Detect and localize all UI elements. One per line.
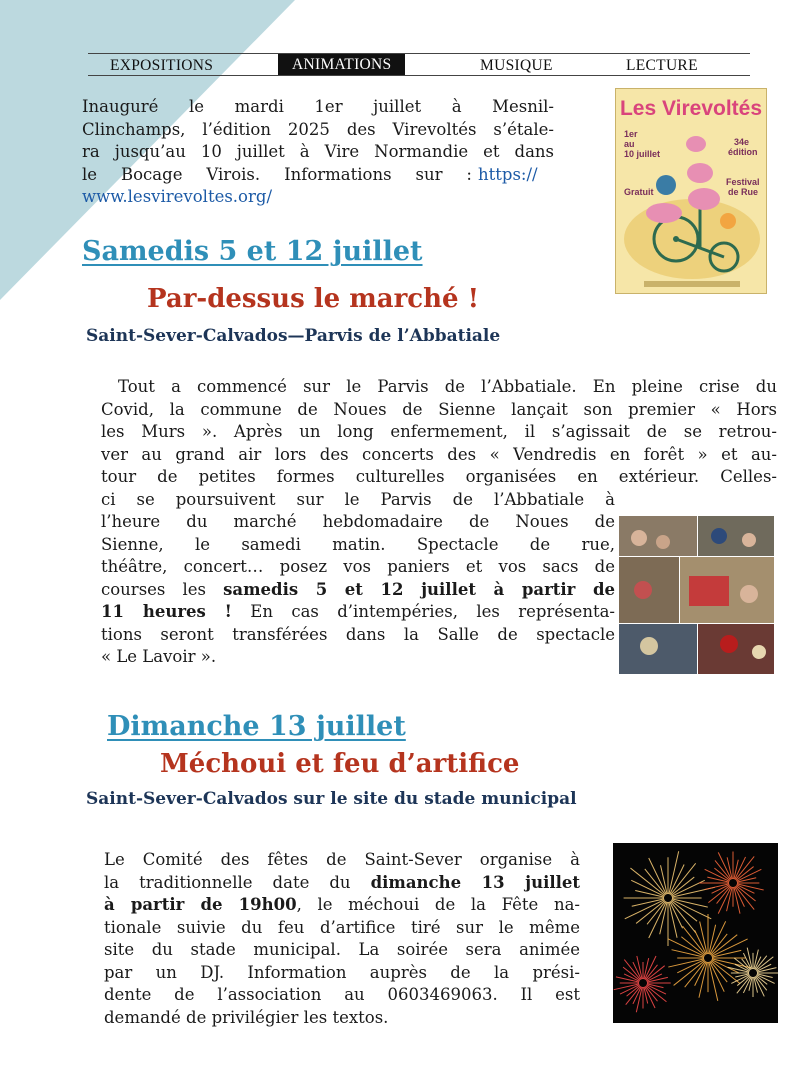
firework-spark [709,962,718,1001]
fireworks-image [613,843,778,1023]
event2-line-6: par un DJ. Information auprès de la prési- [104,962,580,982]
event2-line-5: site du stade municipal. La soirée sera animée [104,940,580,959]
firework-spark [712,939,748,956]
event1-line-2: Covid, la commune de Noues de Sienne lançait son premier « Hors [101,399,777,419]
firework-spark [649,858,667,894]
nav-expositions[interactable]: EXPOSITIONS [110,57,214,74]
firework-spark [668,939,704,956]
event2-line-7: dente de l’association au 0603469063. Il est [104,985,580,1004]
event1-line-6: ci se poursuivent sur le Parvis de l’Abbatiale à [101,489,615,509]
event1-line-10 [101,579,615,602]
event2-line-8: demandé de privilégier les textos. [104,1007,389,1027]
event2-line-2-text: la traditionnelle date du [104,872,371,892]
nav-animations[interactable]: ANIMATIONS [278,54,405,75]
event1-line-9: théâtre, concert… posez vos paniers et vos sacs de [101,557,615,576]
poster-edition-2: édition [728,147,758,157]
poster-title: Les Virevoltés [619,97,763,120]
event1-date: Samedis 5 et 12 juillet [82,236,423,267]
poster-dates-3: 10 juillet [624,149,661,159]
event1-line-11-text: En cas d’intempéries, les représenta- [231,602,615,621]
nav-lecture[interactable]: LECTURE [626,57,698,74]
market-photo-image [619,516,774,674]
event2-line-4: tionale suivie du feu d’artifice tiré sur le même [104,917,580,937]
event2-date: Dimanche 13 juillet [107,711,406,742]
event1-line-13: « Le Lavoir ». [101,647,217,666]
event2-line-1: Le Comité des fêtes de Saint-Sever organise à [104,850,580,869]
section-nav [88,53,750,76]
nav-musique[interactable]: MUSIQUE [480,57,553,74]
intro-line-3: ra jusqu’au 10 juillet à Vire Normandie et dans [82,142,554,161]
intro-line-2: Clinchamps, l’édition 2025 des Virevoltés s’étale- [82,119,554,139]
poster-dates-1: 1er [624,129,638,139]
event2-line-3 [104,894,580,917]
poster-free: Gratuit [624,187,654,197]
festival-poster [615,88,767,294]
event2-line-2 [104,872,580,895]
event1-line-10-bold: samedis 5 et 12 juillet à partir de [223,579,615,599]
event1-place: Saint-Sever-Calvados—Parvis de l’Abbatiale [86,326,501,346]
event1-line-11 [101,601,615,624]
poster-edition-1: 34e [734,137,750,147]
website-link-part1[interactable]: https:// [478,164,538,184]
website-link-part2[interactable]: www.lesvirevoltes.org/ [82,187,272,206]
event1-line-11-bold: 11 heures ! [101,602,232,621]
poster-festival-2: de Rue [728,187,759,197]
poster-festival-1: Festival [726,177,760,187]
intro-line-4: le Bocage Virois. Informations sur : [82,164,472,184]
event2-place: Saint-Sever-Calvados sur le site du stade municipal [86,789,577,809]
intro-line-1: Inauguré le mardi 1er juillet à Mesnil- [82,97,554,116]
event1-line-3: les Murs ». Après un long enfermement, il s’agissait de se retrou- [101,422,777,441]
market-photo [619,516,774,674]
event2-title: Méchoui et feu d’artifice [160,749,520,779]
event1-line-5: tour de petites formes culturelles organisées en extérieur. Celles- [101,467,777,486]
event1-line-12: tions seront transférées dans la Salle de spectacle [101,624,615,644]
event1-title: Par-dessus le marché ! [147,284,480,314]
poster-dates-2: au [624,139,635,149]
event1-line-8: Sienne, le samedi matin. Spectacle de rue, [101,534,615,554]
fireworks-photo [613,843,778,1023]
event1-line-10-text: courses les [101,579,224,599]
event2-line-3-text: , le méchoui de la Fête na- [296,895,581,914]
event1-line-7: l’heure du marché hebdomadaire de Noues de [101,512,615,531]
event1-line-4: ver au grand air lors des concerts des « Vendredis en forêt » et au- [101,444,777,464]
event2-line-2-bold: dimanche 13 juillet [370,872,580,892]
event2-line-3-bold: à partir de 19h00 [104,895,297,914]
firework-spark [669,851,679,894]
event1-line-1: Tout a commencé sur le Parvis de l’Abbatiale. En pleine crise du [118,377,777,396]
firework-spark [649,902,667,938]
